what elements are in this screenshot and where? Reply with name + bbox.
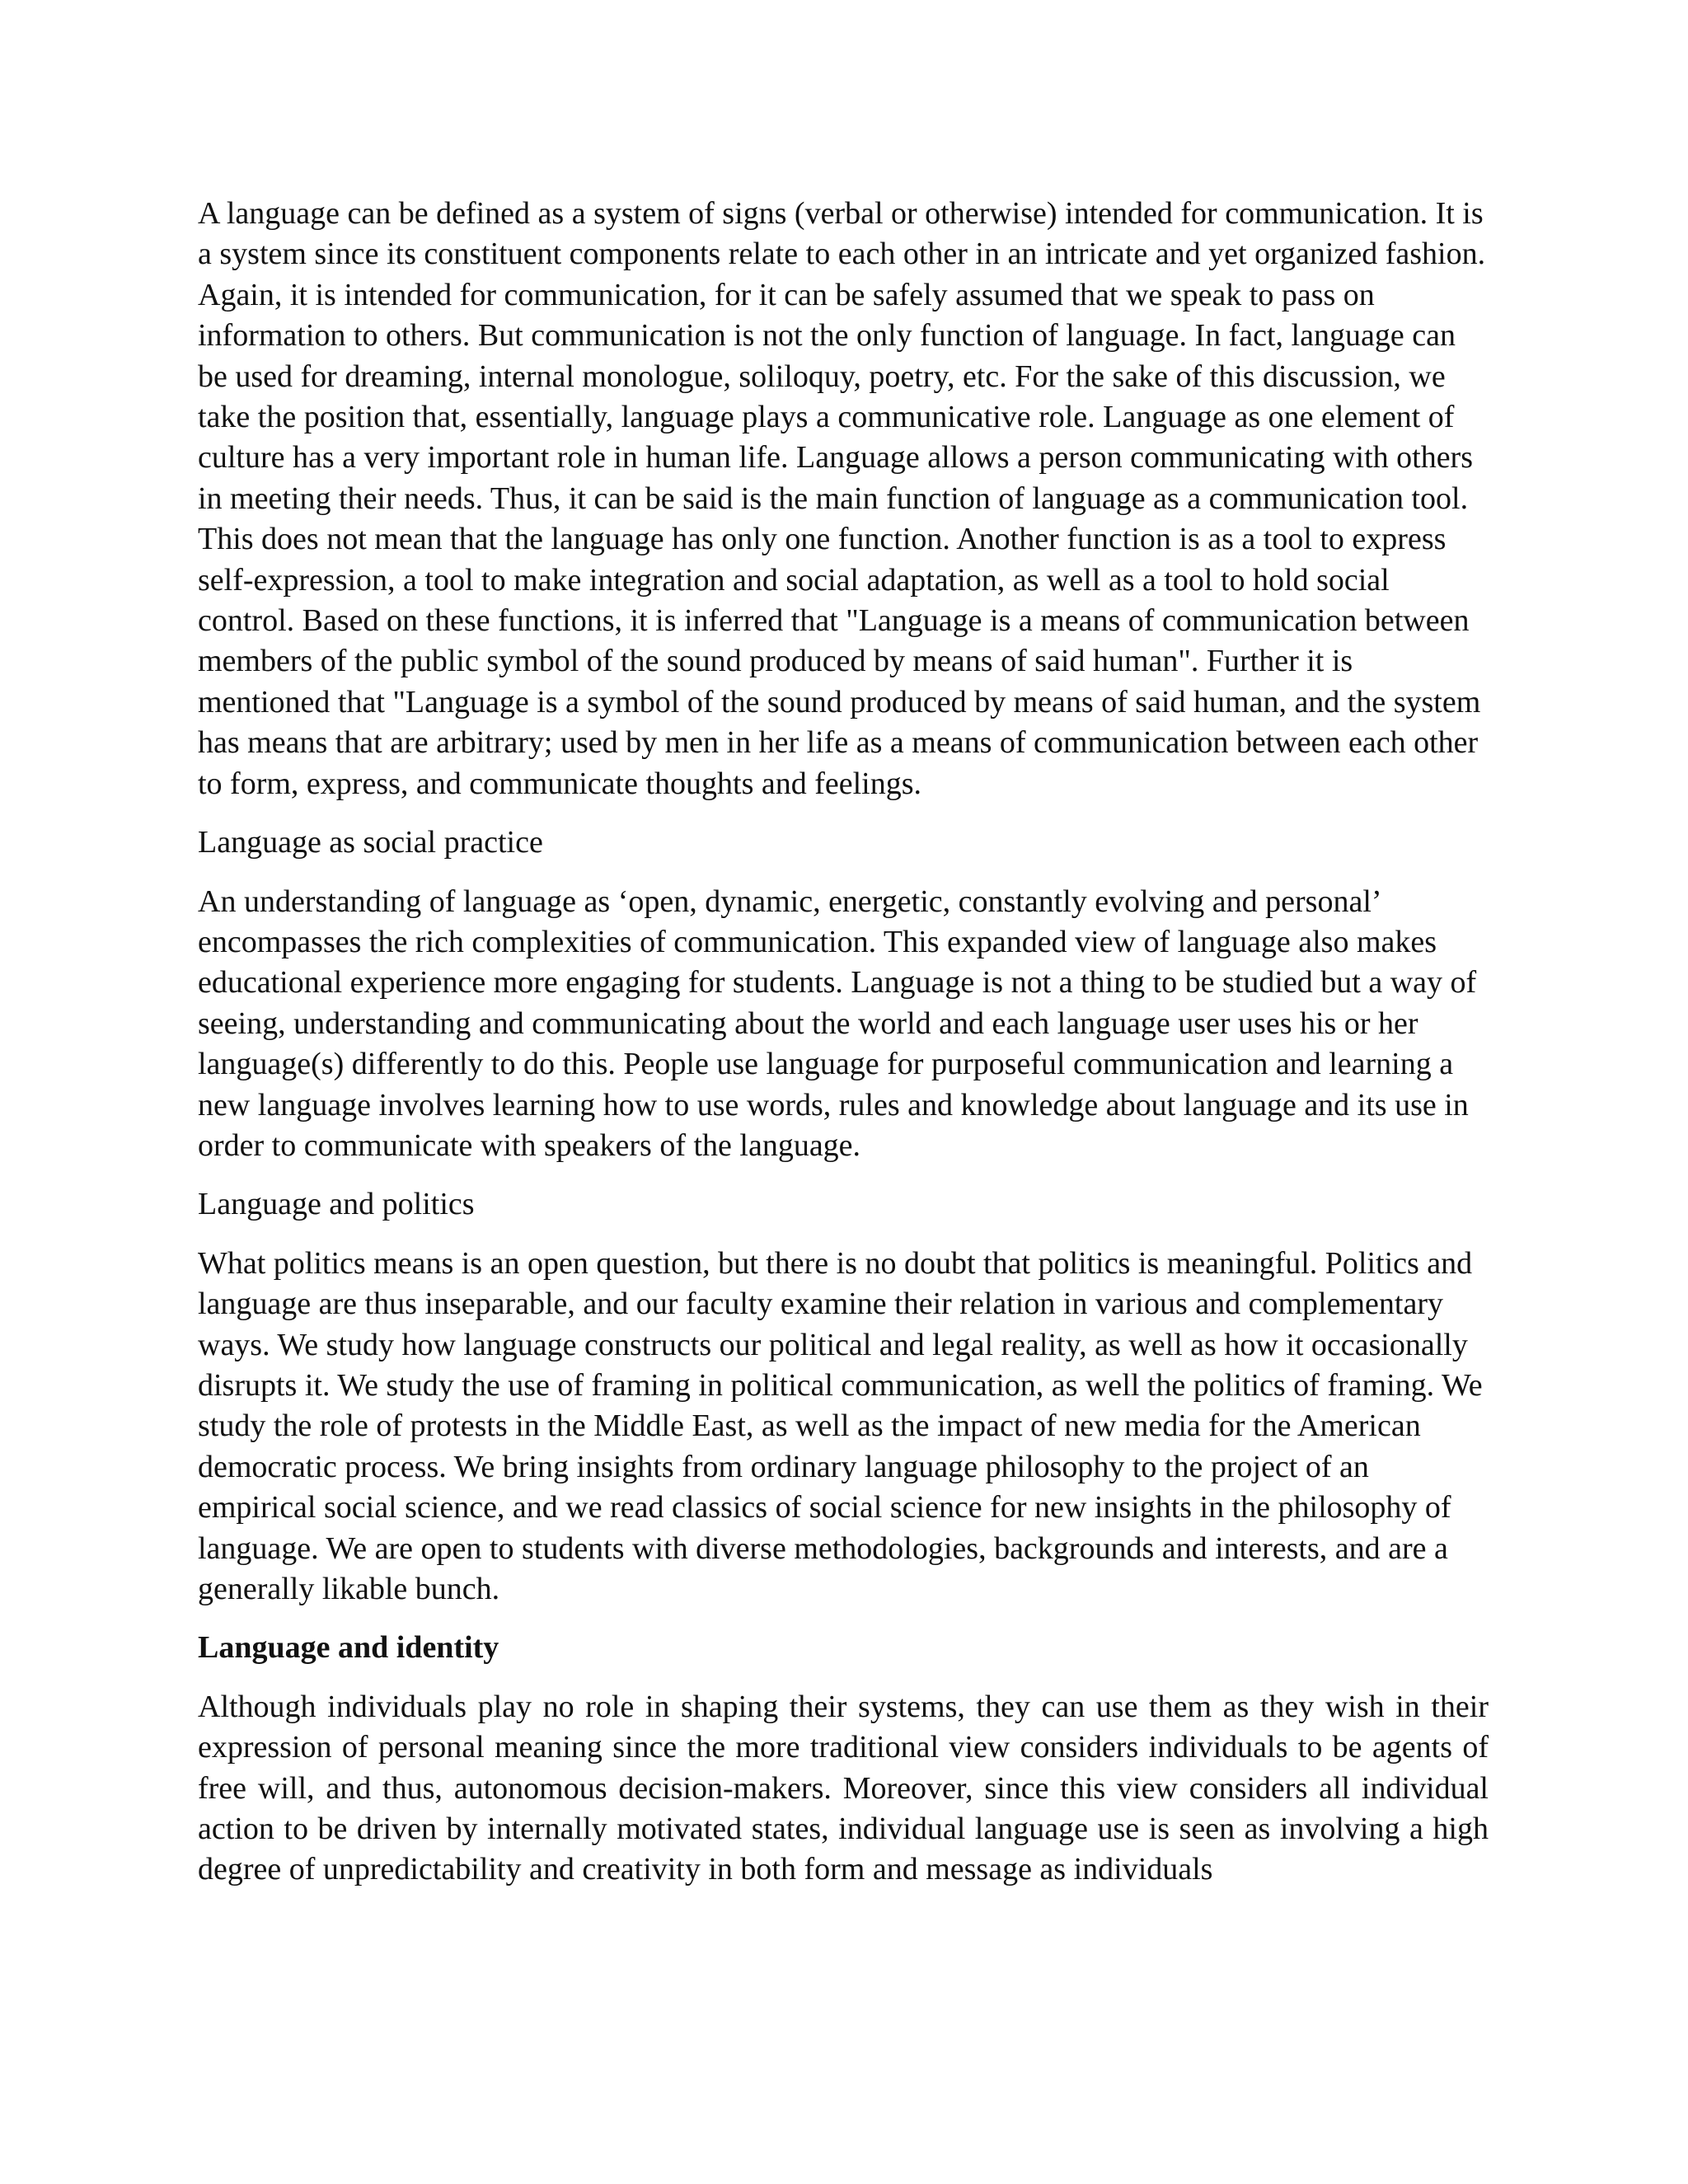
paragraph-politics: What politics means is an open question, but there is no doubt that politics is meaningful. Politics and language are thus inseparable, and our faculty examine their relation in various and complementary ways. We study how language constructs our political and legal reality, as well as how it occasionally disrupts it. We study the use of framing in political communication, as well the politics of framing. We study the role of protests in the Middle East, as well as the impact of new media for the American democratic process. We bring insights from ordinary language philosophy to the project of an empirical social science, and we read classics of social science for new insights in the philosophy of language. We are open to students with diverse methodologies, backgrounds and interests, and are a generally likable bunch. <box>198 1245 1483 1606</box>
document-body <box>198 194 1489 1909</box>
paragraph-social-practice: An understanding of language as ‘open, dynamic, energetic, constantly evolving and personal’ encompasses the rich complexities of communication. This expanded view of language also makes educational experience more engaging for students. Language is not a thing to be studied but a way of seeing, understanding and communicating about the world and each language user uses his or her language(s) differently to do this. People use language for purposeful communication and learning a new language involves learning how to use words, rules and knowledge about language and its use in order to communicate with speakers of the language. <box>198 883 1477 1163</box>
heading-language-and-identity: Language and identity <box>198 1630 499 1666</box>
paragraph-language-definition: A language can be defined as a system of signs (verbal or otherwise) intended for communication. It is a system since its constituent components relate to each other in an intricate and yet organized fashion. Again, it is intended for communication, for it can be safely assumed that we speak to pass on information to others. But communication is not the only function of language. In fact, language can be used for dreaming, internal monologue, soliloquy, poetry, etc. For the sake of this discussion, we take the position that, essentially, language plays a communicative role. Language as one element of culture has a very important role in human life. Language allows a person communicating with others in meeting their needs. Thus, it can be said is the main function of language as a communication tool. This does not mean that the language has only one function. Another function is as a tool to express self-expression, a tool to make integration and social adaptation, as well as a tool to hold social control. Based on these functions, it is inferred that "Language is a means of communication between members of the public symbol of the sound produced by means of said human". Further it is mentioned that "Language is a symbol of the sound produced by means of said human, and the system has means that are arbitrary; used by men in her life as a means of communication between each other to form, express, and communicate thoughts and feelings. <box>198 196 1486 801</box>
paragraph-identity: Although individuals play no role in shaping their systems, they can use them as they wish in their expression of personal meaning since the more traditional view considers individuals to be agents of free will, and thus, autonomous decision-makers. Moreover, since this view considers all individual action to be driven by internally motivated states, individual language use is seen as involving a high degree of unpredictability and creativity in both form and message as individuals <box>198 1689 1489 1887</box>
heading-language-as-social-practice: Language as social practice <box>198 825 543 860</box>
heading-language-and-politics: Language and politics <box>198 1187 475 1222</box>
